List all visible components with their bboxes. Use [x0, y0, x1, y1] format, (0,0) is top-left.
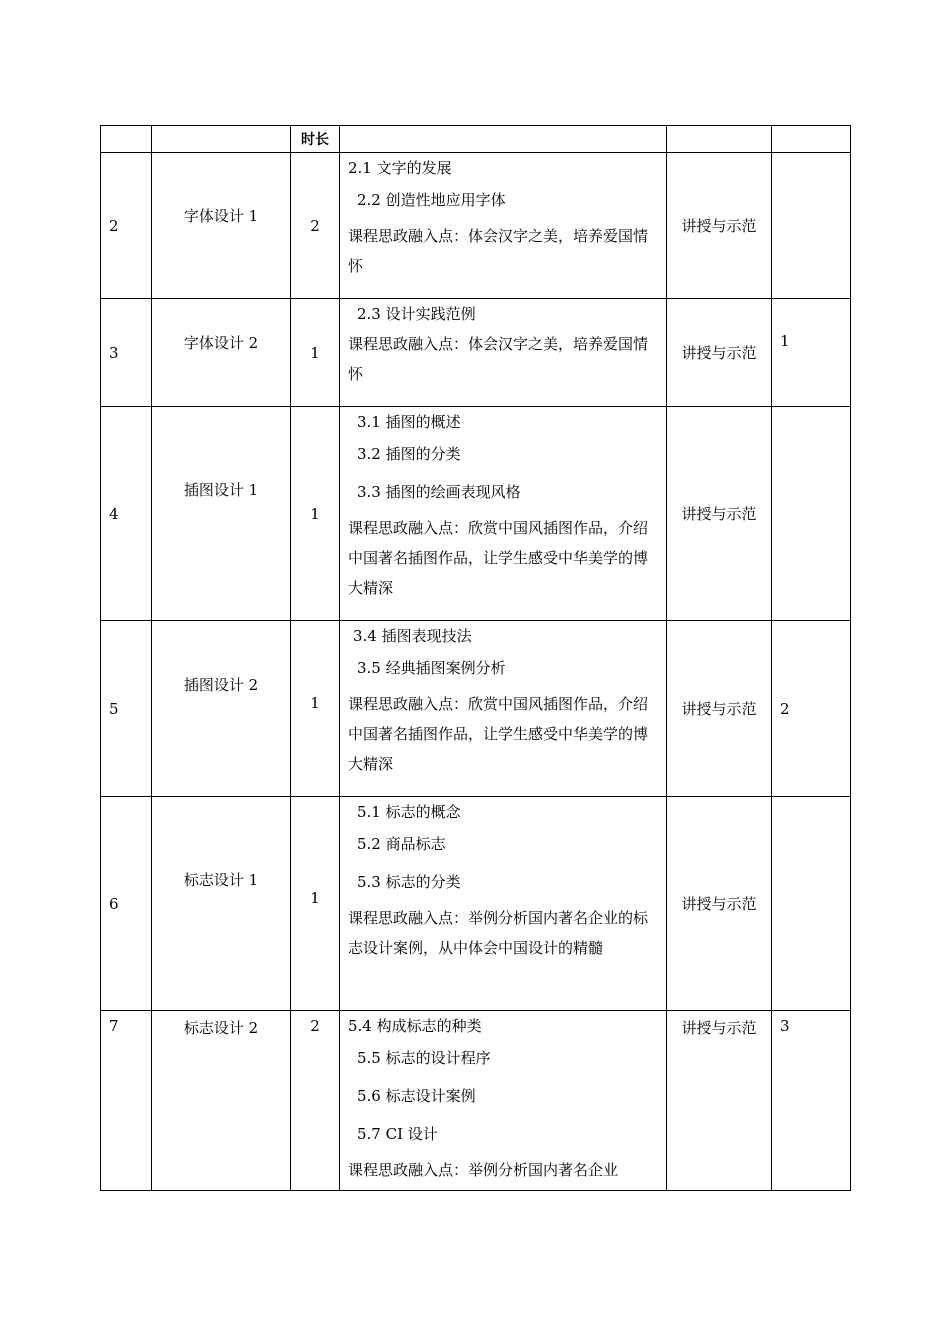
row-method: 讲授与示范: [667, 299, 772, 407]
header-hours: 时长: [291, 126, 340, 153]
header-cell-content: [340, 126, 667, 153]
table-row: [101, 299, 851, 407]
row-title: 插图设计 2: [152, 621, 291, 797]
header-cell-method: [667, 126, 772, 153]
row-method: 讲授与示范: [667, 153, 772, 299]
row-content: [340, 299, 667, 407]
row-method: 讲授与示范: [667, 1011, 772, 1191]
row-title: 字体设计 2: [152, 299, 291, 407]
content-line: 3.2 插图的分类: [357, 445, 461, 463]
row-week: 3: [772, 1011, 851, 1191]
row-hours: 1: [291, 621, 340, 797]
row-num: 7: [101, 1011, 152, 1191]
content-line: 5.5 标志的设计程序: [357, 1049, 491, 1067]
content-line: 5.6 标志设计案例: [357, 1087, 476, 1105]
table-row: [101, 153, 851, 299]
content-line: 3.4 插图表现技法: [353, 627, 472, 645]
row-method: 讲授与示范: [667, 621, 772, 797]
row-hours: 1: [291, 299, 340, 407]
row-content: [340, 153, 667, 299]
row-num: 2: [101, 153, 152, 299]
row-num: 6: [101, 797, 152, 1011]
header-cell-title: [152, 126, 291, 153]
content-line: 3.3 插图的绘画表现风格: [357, 483, 521, 501]
row-method: 讲授与示范: [667, 407, 772, 621]
row-num: 3: [101, 299, 152, 407]
content-line: 5.3 标志的分类: [357, 873, 461, 891]
row-content: [340, 797, 667, 1011]
row-hours: 2: [291, 153, 340, 299]
table-row: [101, 407, 851, 621]
row-num: 4: [101, 407, 152, 621]
content-line: 2.1 文字的发展: [348, 159, 452, 177]
content-line: 5.2 商品标志: [357, 835, 446, 853]
header-cell-num: [101, 126, 152, 153]
content-line: 2.3 设计实践范例: [357, 305, 476, 323]
row-week: 2: [772, 621, 851, 797]
ideology-note: 课程思政融入点：体会汉字之美，培养爱国情怀: [348, 227, 649, 275]
row-hours: 1: [291, 407, 340, 621]
ideology-note: 课程思政融入点：举例分析国内著名企业的标志设计案例，从中体会中国设计的精髓: [348, 909, 649, 957]
content-line: 3.5 经典插图案例分析: [357, 659, 506, 677]
content-line: 2.2 创造性地应用字体: [357, 191, 506, 209]
schedule-table: [100, 125, 851, 1191]
table-row: [101, 797, 851, 1011]
row-hours: 1: [291, 797, 340, 1011]
ideology-note: 课程思政融入点：欣赏中国风插图作品，介绍中国著名插图作品，让学生感受中华美学的博大精深: [348, 695, 649, 773]
row-content: [340, 1011, 667, 1191]
row-title: 标志设计 1: [152, 797, 291, 1011]
content-line: 5.7 CI 设计: [357, 1125, 438, 1143]
table-row: [101, 621, 851, 797]
header-row: [101, 126, 851, 153]
ideology-note: 课程思政融入点：欣赏中国风插图作品，介绍中国著名插图作品，让学生感受中华美学的博大精深: [348, 519, 649, 597]
header-cell-week: [772, 126, 851, 153]
content-line: 5.4 构成标志的种类: [348, 1017, 482, 1035]
ideology-note: 课程思政融入点：举例分析国内著名企业: [348, 1161, 619, 1179]
row-week: 1: [772, 299, 851, 407]
row-week: [772, 797, 851, 1011]
row-week: [772, 153, 851, 299]
row-num: 5: [101, 621, 152, 797]
table-row: [101, 1011, 851, 1191]
row-hours: 2: [291, 1011, 340, 1191]
ideology-note: 课程思政融入点：体会汉字之美，培养爱国情怀: [348, 335, 649, 383]
content-line: 5.1 标志的概念: [357, 803, 461, 821]
row-title: 插图设计 1: [152, 407, 291, 621]
row-title: 字体设计 1: [152, 153, 291, 299]
row-title: 标志设计 2: [152, 1011, 291, 1191]
row-content: [340, 407, 667, 621]
content-line: 3.1 插图的概述: [357, 413, 461, 431]
row-content: [340, 621, 667, 797]
row-method: 讲授与示范: [667, 797, 772, 1011]
row-week: [772, 407, 851, 621]
